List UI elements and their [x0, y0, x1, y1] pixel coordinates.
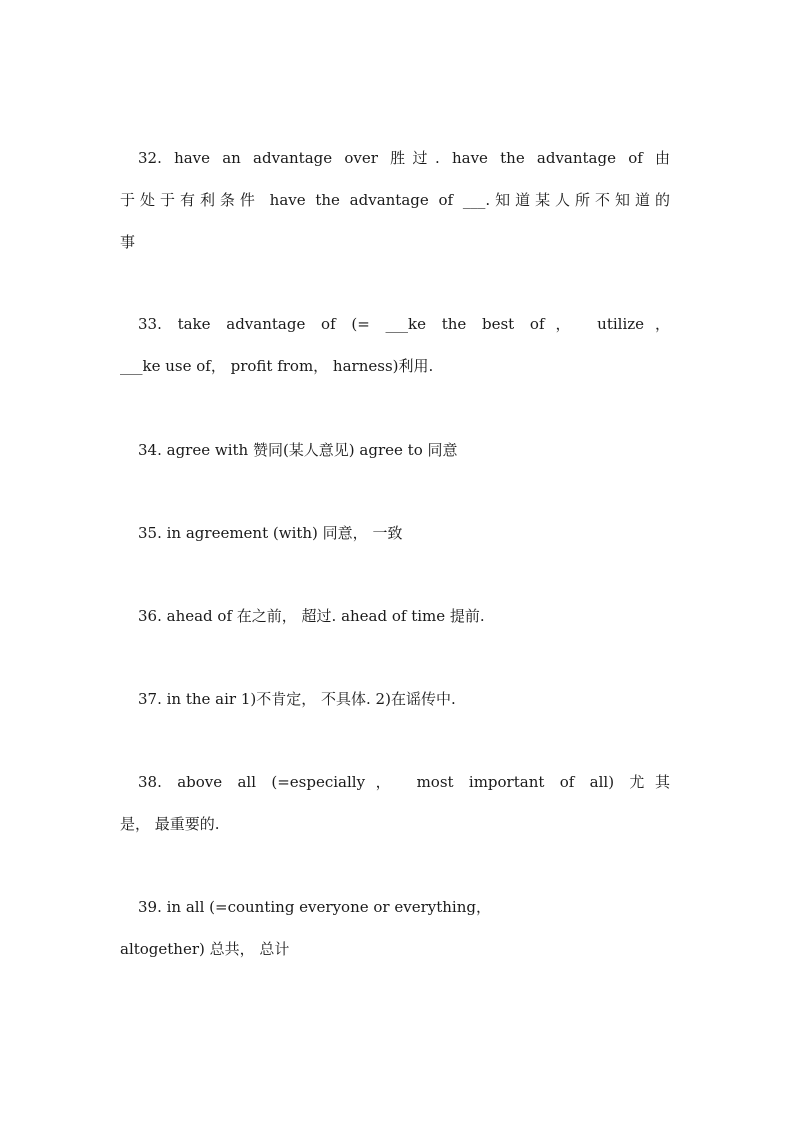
entry-39-line-1: 39. in all (=counting everyone or everything， — [138, 898, 491, 916]
entry-35-line-1: 35. in agreement (with) 同意， 一致 — [138, 524, 403, 542]
entry-34-line-1: 34. agree with 赞同(某人意见) agree to 同意 — [138, 441, 458, 459]
entry-33-line-2: ___ke use of， profit from， harness)利用. — [120, 357, 434, 375]
entry-32-line-3: 事 — [120, 233, 136, 251]
entry-38-line-1: 38. above all (=especially， most important of all) 尤其 — [138, 773, 670, 791]
entry-32-line-2: 于处于有利条件 have the advantage of ___.知道某人所不知道的 — [120, 191, 670, 209]
entry-32-line-1: 32. have an advantage over 胜过. have the advantage of 由 — [138, 149, 670, 167]
entry-36-line-1: 36. ahead of 在之前， 超过. ahead of time 提前. — [138, 607, 485, 625]
entry-38-line-2: 是， 最重要的. — [120, 815, 220, 833]
entry-37-line-1: 37. in the air 1)不肯定， 不具体. 2)在谣传中. — [138, 690, 456, 708]
entry-39-line-2: altogether) 总共， 总计 — [120, 940, 290, 958]
entry-33-line-1: 33. take advantage of (= ___ke the best of， utilize， — [138, 315, 670, 333]
